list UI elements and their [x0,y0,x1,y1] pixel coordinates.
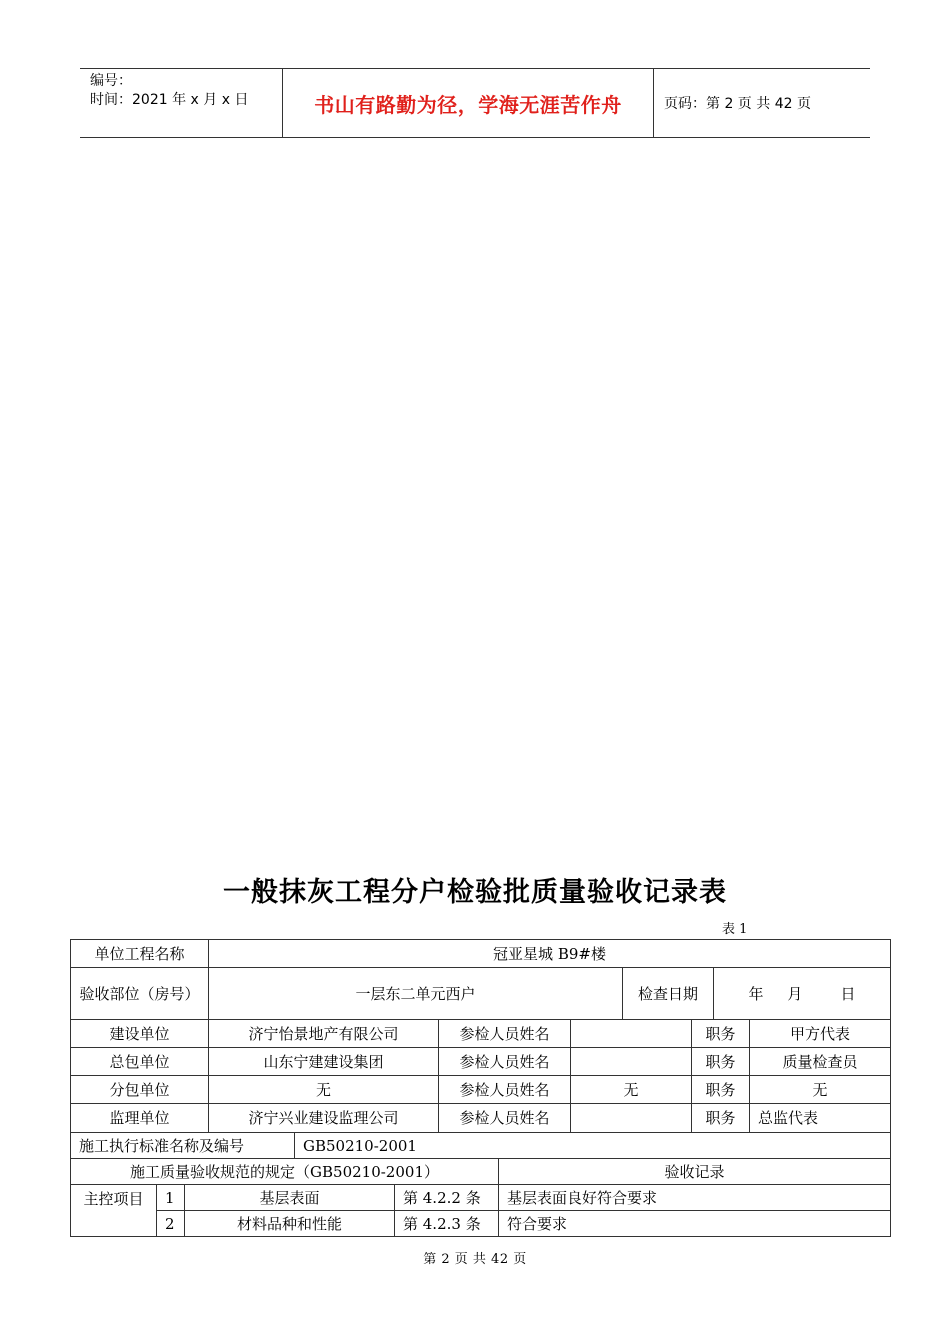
standard-label: 施工执行标准名称及编号 [70,1132,295,1159]
inspection-date-label: 检查日期 [622,967,714,1020]
subcontractor-post-value: 无 [749,1075,891,1104]
unit-project-label: 单位工程名称 [70,939,209,968]
main-control-label: 主控项目 [70,1184,157,1237]
item-clause: 第 4.2.2 条 [394,1184,499,1211]
standard-value: GB50210-2001 [294,1132,891,1159]
item-record: 符合要求 [498,1210,891,1237]
subcontractor-person-value: 无 [570,1075,692,1104]
subcontractor-person-label: 参检人员姓名 [438,1075,571,1104]
header-slogan: 书山有路勤为径，学海无涯苦作舟 [314,92,622,117]
supervision-unit-value: 济宁兴业建设监理公司 [208,1103,439,1133]
unit-project-value: 冠亚星城 B9#楼 [208,939,891,968]
supervision-post-value: 总监代表 [749,1103,891,1133]
construction-person-label: 参检人员姓名 [438,1019,571,1048]
subcontractor-post-label: 职务 [691,1075,750,1104]
record-label: 验收记录 [498,1158,891,1185]
general-contractor-person-value [570,1047,692,1076]
general-contractor-value: 山东宁建建设集团 [208,1047,439,1076]
header-slogan-cell [282,69,654,137]
document-number-label: 编号： [90,73,132,89]
supervision-person-label: 参检人员姓名 [438,1103,571,1133]
header-page-code: 页码：第 2 页 共 42 页 [664,96,811,112]
item-record: 基层表面良好符合要求 [498,1184,891,1211]
item-number: 2 [156,1210,185,1237]
inspection-part-label: 验收部位（房号） [70,967,209,1020]
supervision-person-value [570,1103,692,1133]
subcontractor-value: 无 [208,1075,439,1104]
construction-unit-label: 建设单位 [70,1019,209,1048]
construction-unit-value: 济宁怡景地产有限公司 [208,1019,439,1048]
item-clause: 第 4.2.3 条 [394,1210,499,1237]
general-contractor-person-label: 参检人员姓名 [438,1047,571,1076]
table-number: 表 1 [722,922,748,937]
item-number: 1 [156,1184,185,1211]
construction-post-value: 甲方代表 [749,1019,891,1048]
subcontractor-label: 分包单位 [70,1075,209,1104]
supervision-unit-label: 监理单位 [70,1103,209,1133]
document-title: 一般抹灰工程分户检验批质量验收记录表 [223,877,727,908]
general-contractor-post-label: 职务 [691,1047,750,1076]
construction-person-value [570,1019,692,1048]
spec-label: 施工质量验收规范的规定（GB50210-2001） [70,1158,499,1185]
general-contractor-post-value: 质量检查员 [749,1047,891,1076]
document-time-label: 时间：2021 年 x 月 x 日 [90,92,249,108]
supervision-post-label: 职务 [691,1103,750,1133]
header-meta [80,69,282,137]
page-footer: 第 2 页 共 42 页 [423,1252,527,1267]
page-header [80,68,870,138]
item-name: 基层表面 [184,1184,395,1211]
inspection-record-table [70,939,891,1237]
inspection-part-value: 一层东二单元西户 [208,967,623,1020]
construction-post-label: 职务 [691,1019,750,1048]
inspection-date-value: 年 月 日 [713,967,891,1020]
general-contractor-label: 总包单位 [70,1047,209,1076]
item-name: 材料品种和性能 [184,1210,395,1237]
